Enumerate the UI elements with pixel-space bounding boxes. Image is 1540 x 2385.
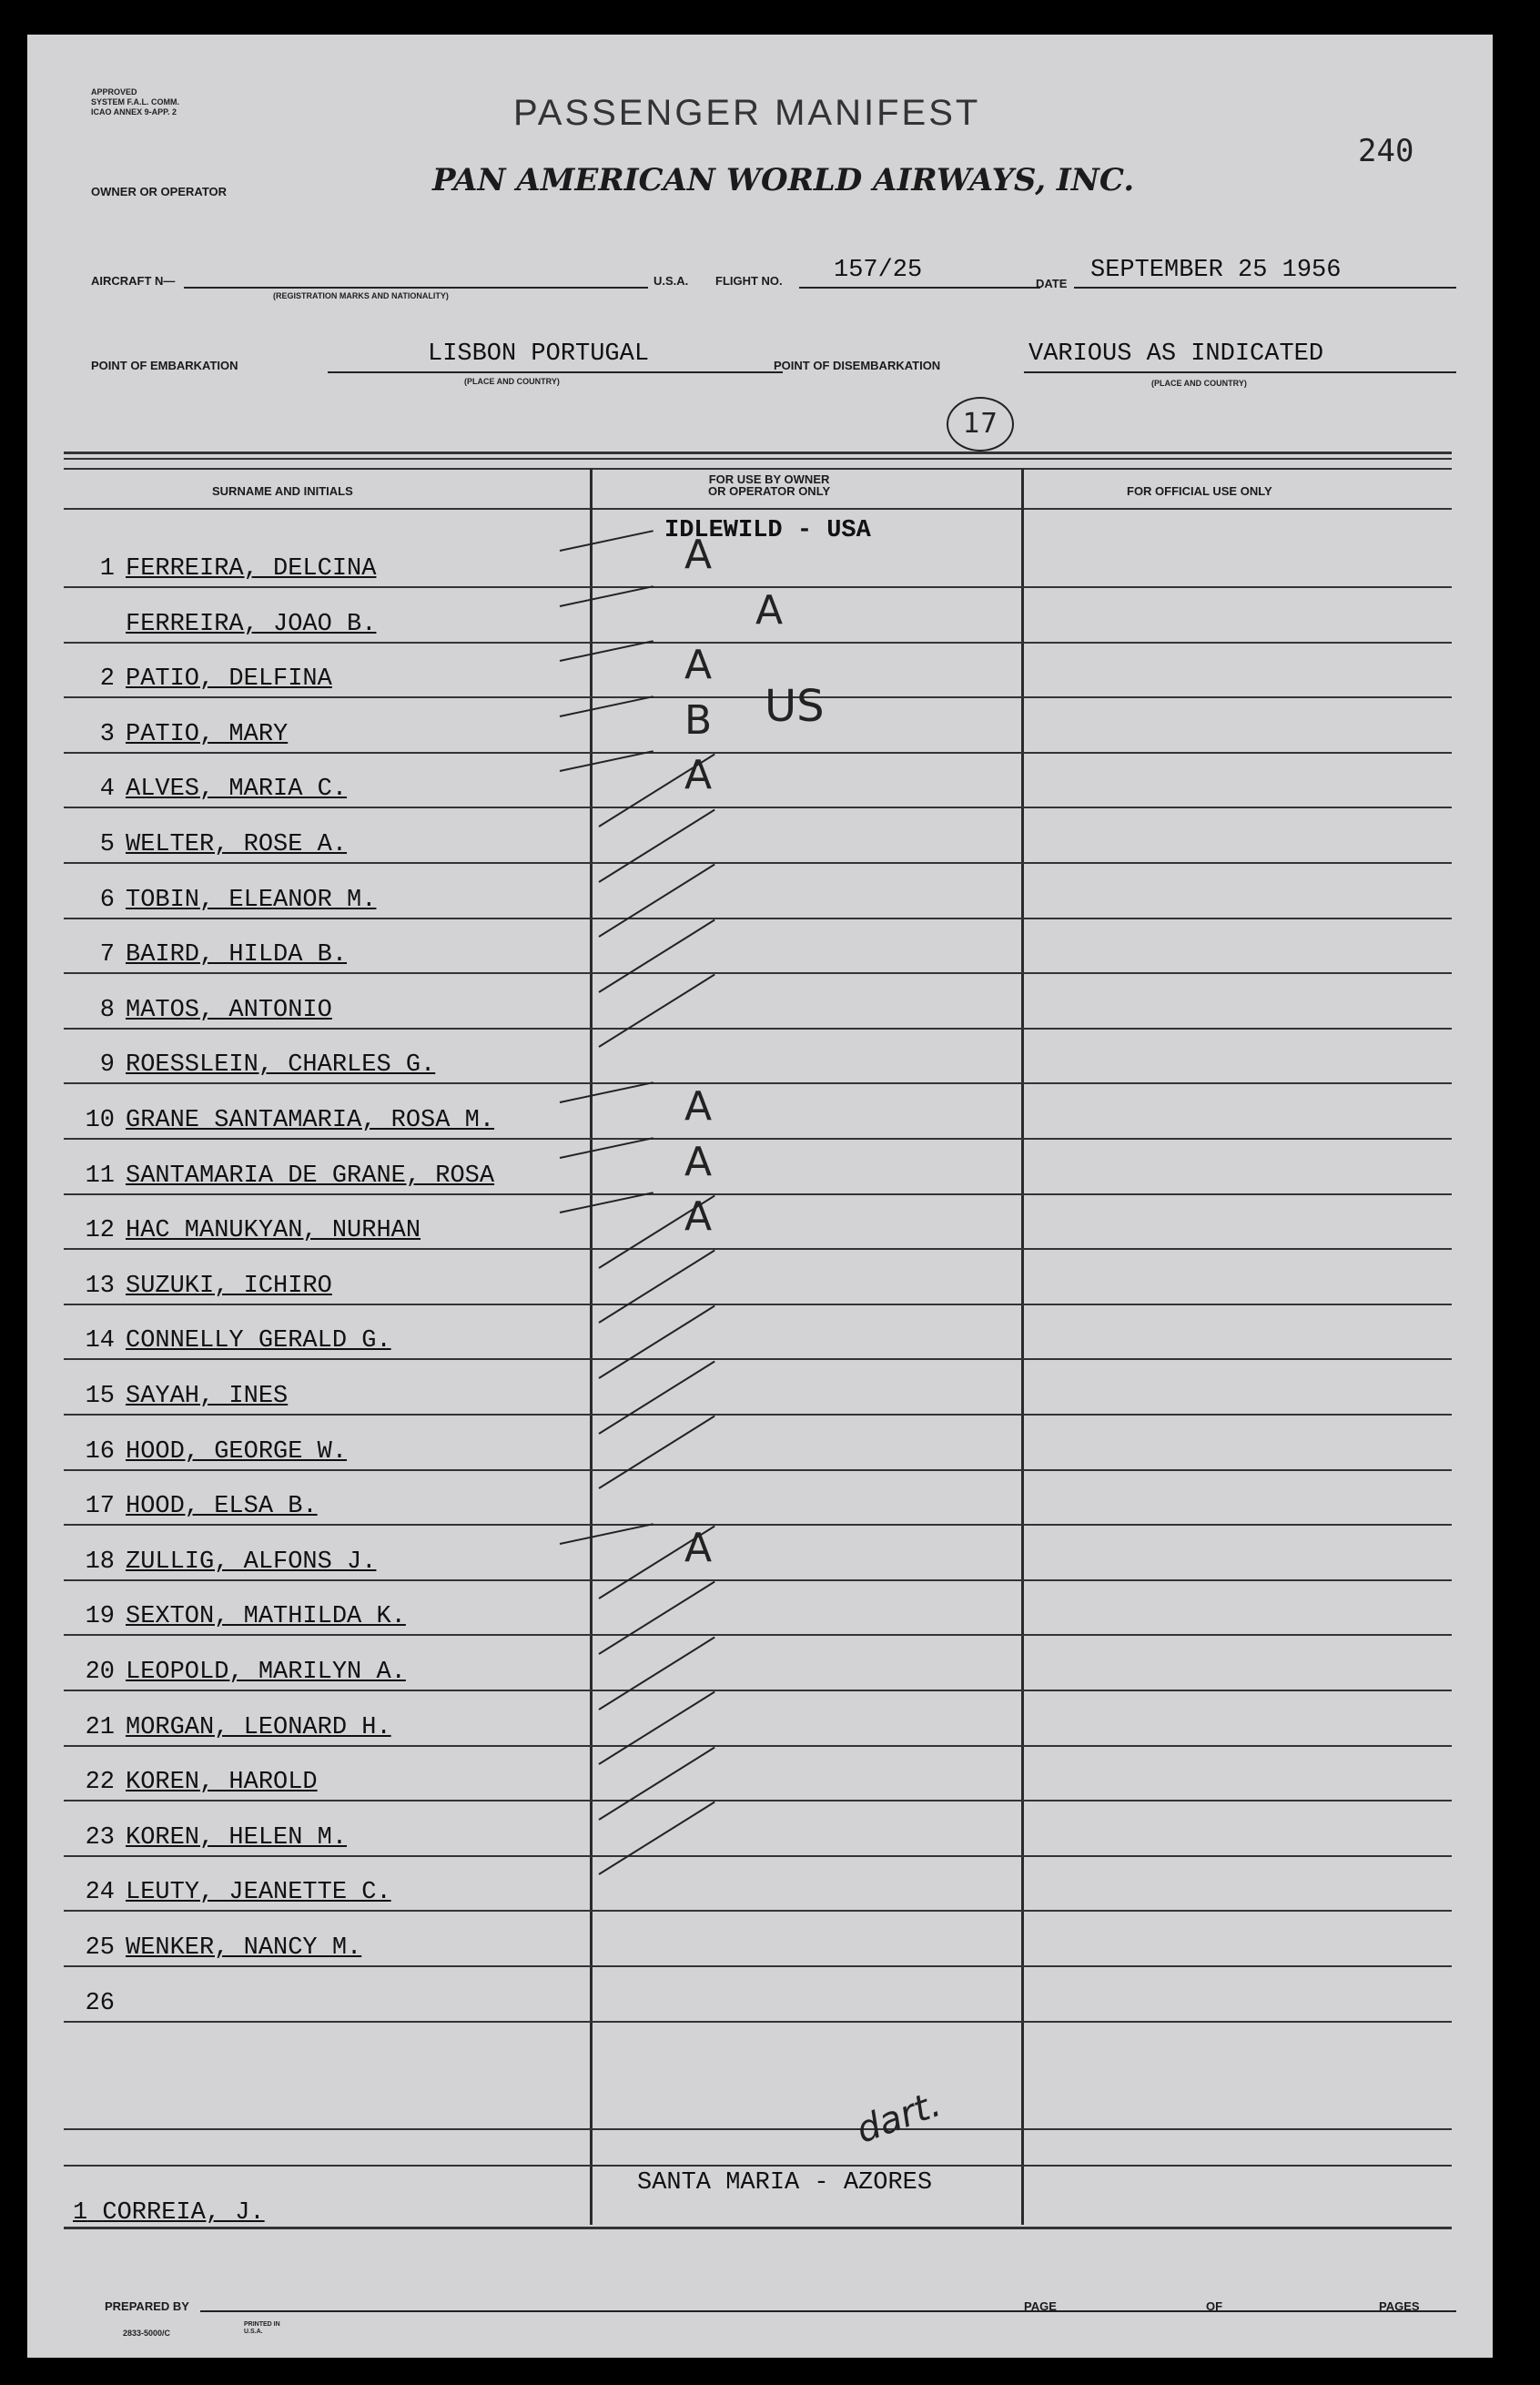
flight-number: 157/25: [834, 257, 923, 284]
passenger-name: ZULLIG, ALFONS J.: [126, 1548, 377, 1576]
passenger-number: 3: [99, 721, 115, 748]
handwritten-mark: A: [684, 1139, 713, 1185]
passenger-row: [71, 831, 347, 858]
passenger-number: 11: [85, 1162, 115, 1190]
passenger-name: HOOD, GEORGE W.: [126, 1438, 348, 1466]
check-stroke: [598, 864, 714, 938]
passenger-number: 20: [85, 1659, 115, 1686]
passenger-number: 4: [99, 776, 115, 803]
passenger-number: 10: [85, 1107, 115, 1134]
bottom-passenger-name: CORREIA, J.: [102, 2199, 265, 2227]
handwritten-mark: A: [684, 1083, 713, 1130]
passenger-name: GRANE SANTAMARIA, ROSA M.: [126, 1107, 495, 1134]
flight-date: SEPTEMBER 25 1956: [1090, 257, 1342, 284]
passenger-row: [71, 1327, 391, 1355]
passenger-number: 9: [99, 1051, 115, 1079]
circled-count: 17: [947, 397, 1014, 452]
passenger-number: 23: [85, 1824, 115, 1852]
row-rule: [64, 807, 1452, 808]
passenger-name: SUZUKI, ICHIRO: [126, 1273, 332, 1300]
column-divider-left: [590, 468, 593, 2225]
check-stroke: [560, 1081, 653, 1103]
check-stroke: [560, 585, 653, 607]
check-stroke: [598, 1305, 714, 1379]
passenger-name: HAC MANUKYAN, NURHAN: [126, 1217, 421, 1244]
check-stroke: [598, 1801, 714, 1875]
passenger-number: 7: [99, 941, 115, 969]
row-rule: [64, 1579, 1452, 1581]
passenger-row: [71, 1273, 332, 1300]
check-stroke: [598, 974, 714, 1048]
passenger-name: FERREIRA, DELCINA: [126, 555, 377, 583]
passenger-row: [71, 1714, 391, 1741]
row-rule: [64, 1248, 1452, 1250]
row-rule: [64, 1745, 1452, 1747]
disembark-sublabel: (PLACE AND COUNTRY): [1151, 379, 1247, 388]
passenger-name: ALVES, MARIA C.: [126, 776, 348, 803]
passenger-number: 6: [99, 887, 115, 914]
handwritten-note: dart.: [850, 2083, 947, 2152]
check-stroke: [598, 1416, 714, 1489]
passenger-name: SANTAMARIA DE GRANE, ROSA: [126, 1162, 495, 1190]
row-rule: [64, 1082, 1452, 1084]
handwritten-mark: A: [755, 587, 784, 634]
passenger-row: [71, 1051, 435, 1079]
surname-column-header: SURNAME AND INITIALS: [212, 484, 353, 498]
row-rule: [64, 752, 1452, 754]
row-rule: [64, 2128, 1452, 2130]
passenger-row: [71, 1990, 126, 2017]
check-stroke: [560, 530, 653, 552]
passenger-row: [71, 997, 332, 1024]
passenger-row: [71, 1217, 420, 1244]
row-rule: [64, 862, 1452, 864]
row-rule: [64, 1855, 1452, 1857]
passenger-name: TOBIN, ELEANOR M.: [126, 887, 377, 914]
passenger-row: [71, 1769, 318, 1796]
passenger-number: 2: [99, 665, 115, 693]
passenger-row: [71, 1603, 406, 1630]
passenger-row: [71, 665, 332, 693]
passenger-row: [71, 887, 376, 914]
icao-text: ICAO ANNEX 9-APP. 2: [91, 107, 177, 117]
passenger-name: PATIO, MARY: [126, 721, 289, 748]
passenger-number: 25: [85, 1934, 115, 1962]
embarkation-point: LISBON PORTUGAL: [428, 340, 650, 368]
bottom-passenger: [73, 2199, 265, 2227]
check-stroke: [598, 1637, 714, 1710]
passenger-number: 24: [85, 1879, 115, 1906]
passenger-number: 18: [85, 1548, 115, 1576]
form-code: 2833-5000/C: [123, 2329, 171, 2338]
official-use-column-header: FOR OFFICIAL USE ONLY: [1127, 484, 1272, 498]
check-stroke: [560, 695, 653, 717]
passenger-number: 17: [85, 1493, 115, 1520]
passenger-name: SAYAH, INES: [126, 1383, 289, 1410]
passenger-row: [71, 611, 376, 638]
passenger-name: CONNELLY GERALD G.: [126, 1327, 391, 1355]
passenger-number: 16: [85, 1438, 115, 1466]
aircraft-label: AIRCRAFT N—: [91, 274, 176, 288]
prepared-by-label: PREPARED BY: [105, 2299, 189, 2313]
passenger-number: 12: [85, 1217, 115, 1244]
passenger-row: [71, 1162, 494, 1190]
page-number: 240: [1358, 133, 1414, 169]
page-title: PASSENGER MANIFEST: [513, 93, 981, 133]
passenger-name: LEUTY, JEANETTE C.: [126, 1879, 391, 1906]
row-rule: [64, 642, 1452, 644]
passenger-row: [71, 1934, 361, 1962]
handwritten-mark: A: [684, 1193, 713, 1240]
approval-block: [91, 87, 179, 117]
column-divider-right: [1021, 468, 1024, 2225]
passenger-row: [71, 1879, 391, 1906]
aircraft-sublabel: (REGISTRATION MARKS AND NATIONALITY): [273, 291, 449, 300]
passenger-number: 13: [85, 1273, 115, 1300]
check-stroke: [598, 1250, 714, 1324]
page-label: PAGE: [1024, 2299, 1057, 2313]
passenger-row: [71, 1493, 318, 1520]
owner-note-santa-maria: SANTA MARIA - AZORES: [637, 2169, 933, 2197]
owner-label: OWNER OR OPERATOR: [91, 185, 228, 198]
approved-text: APPROVED: [91, 87, 137, 96]
row-rule: [64, 2021, 1452, 2023]
owner-use-column-header: FOR USE BY OWNER OR OPERATOR ONLY: [708, 472, 831, 498]
passenger-number: 21: [85, 1714, 115, 1741]
usa-label: U.S.A.: [653, 274, 689, 288]
date-label: DATE: [1036, 277, 1068, 290]
row-rule: [64, 696, 1452, 698]
passenger-name: ROESSLEIN, CHARLES G.: [126, 1051, 436, 1079]
passenger-name: LEOPOLD, MARILYN A.: [126, 1659, 406, 1686]
passenger-name: PATIO, DELFINA: [126, 665, 332, 693]
check-stroke: [598, 1691, 714, 1765]
passenger-row: [71, 1548, 376, 1576]
disembarkation-label: POINT OF DISEMBARKATION: [774, 359, 941, 372]
passenger-name: KOREN, HAROLD: [126, 1769, 318, 1796]
passenger-name: HOOD, ELSA B.: [126, 1493, 318, 1520]
check-stroke: [560, 1523, 653, 1545]
passenger-name: WENKER, NANCY M.: [126, 1934, 362, 1962]
row-rule: [64, 1304, 1452, 1305]
passenger-number: 1: [99, 555, 115, 583]
passenger-number: 14: [85, 1327, 115, 1355]
passenger-number: 5: [99, 831, 115, 858]
row-rule: [64, 1800, 1452, 1801]
passenger-number: 19: [85, 1603, 115, 1630]
passenger-row: [71, 1824, 347, 1852]
check-stroke: [598, 1361, 714, 1435]
passenger-row: [71, 721, 288, 748]
handwritten-mark: A: [684, 532, 713, 578]
handwritten-us: US: [765, 681, 825, 732]
embarkation-label: POINT OF EMBARKATION: [91, 359, 238, 372]
passenger-name: MORGAN, LEONARD H.: [126, 1714, 391, 1741]
check-stroke: [560, 1137, 653, 1159]
embark-sublabel: (PLACE AND COUNTRY): [464, 377, 560, 386]
passenger-name: MATOS, ANTONIO: [126, 997, 332, 1024]
pages-label: PAGES: [1379, 2299, 1420, 2313]
owner-name: PAN AMERICAN WORLD AIRWAYS, INC.: [432, 162, 1135, 198]
row-rule: [64, 1965, 1452, 1967]
passenger-row: [71, 941, 347, 969]
passenger-row: [71, 555, 376, 583]
passenger-name: SEXTON, MATHILDA K.: [126, 1603, 406, 1630]
row-rule: [64, 1469, 1452, 1471]
system-text: SYSTEM F.A.L. COMM.: [91, 97, 180, 107]
row-rule: [64, 972, 1452, 974]
row-rule: [64, 1910, 1452, 1912]
bottom-passenger-number: 1: [73, 2199, 88, 2227]
passenger-number: 22: [85, 1769, 115, 1796]
row-rule: [64, 1634, 1452, 1636]
passenger-row: [71, 1107, 494, 1134]
row-rule: [64, 1524, 1452, 1526]
manifest-sheet: [27, 35, 1493, 2358]
passenger-number: 26: [85, 1990, 115, 2017]
passenger-name: FERREIRA, JOAO B.: [126, 611, 377, 638]
row-rule: [64, 1193, 1452, 1195]
handwritten-mark: A: [684, 642, 713, 688]
check-stroke: [598, 919, 714, 993]
printed-in-usa: PRINTED IN U.S.A.: [244, 2321, 280, 2335]
handwritten-mark: A: [684, 1525, 713, 1571]
passenger-number: 8: [99, 997, 115, 1024]
flight-label: FLIGHT NO.: [715, 274, 783, 288]
passenger-row: [71, 1659, 406, 1686]
passenger-row: [71, 1438, 347, 1466]
of-label: OF: [1206, 2299, 1223, 2313]
row-rule: [64, 1358, 1452, 1360]
row-rule: [64, 918, 1452, 919]
passenger-row: [71, 776, 347, 803]
passenger-name: KOREN, HELEN M.: [126, 1824, 348, 1852]
passenger-name: WELTER, ROSE A.: [126, 831, 348, 858]
handwritten-mark: B: [684, 697, 713, 744]
passenger-name: BAIRD, HILDA B.: [126, 941, 348, 969]
check-stroke: [598, 1581, 714, 1655]
row-rule: [64, 2165, 1452, 2167]
check-stroke: [598, 809, 714, 883]
row-rule: [64, 1028, 1452, 1030]
disembarkation-point: VARIOUS AS INDICATED: [1028, 340, 1324, 368]
row-rule: [64, 1690, 1452, 1691]
handwritten-mark: A: [684, 752, 713, 798]
owner-note-idlewild: IDLEWILD - USA: [664, 517, 871, 544]
row-rule: [64, 1414, 1452, 1416]
check-stroke: [598, 1747, 714, 1821]
passenger-number: 15: [85, 1383, 115, 1410]
passenger-row: [71, 1383, 288, 1410]
row-rule: [64, 1138, 1452, 1140]
